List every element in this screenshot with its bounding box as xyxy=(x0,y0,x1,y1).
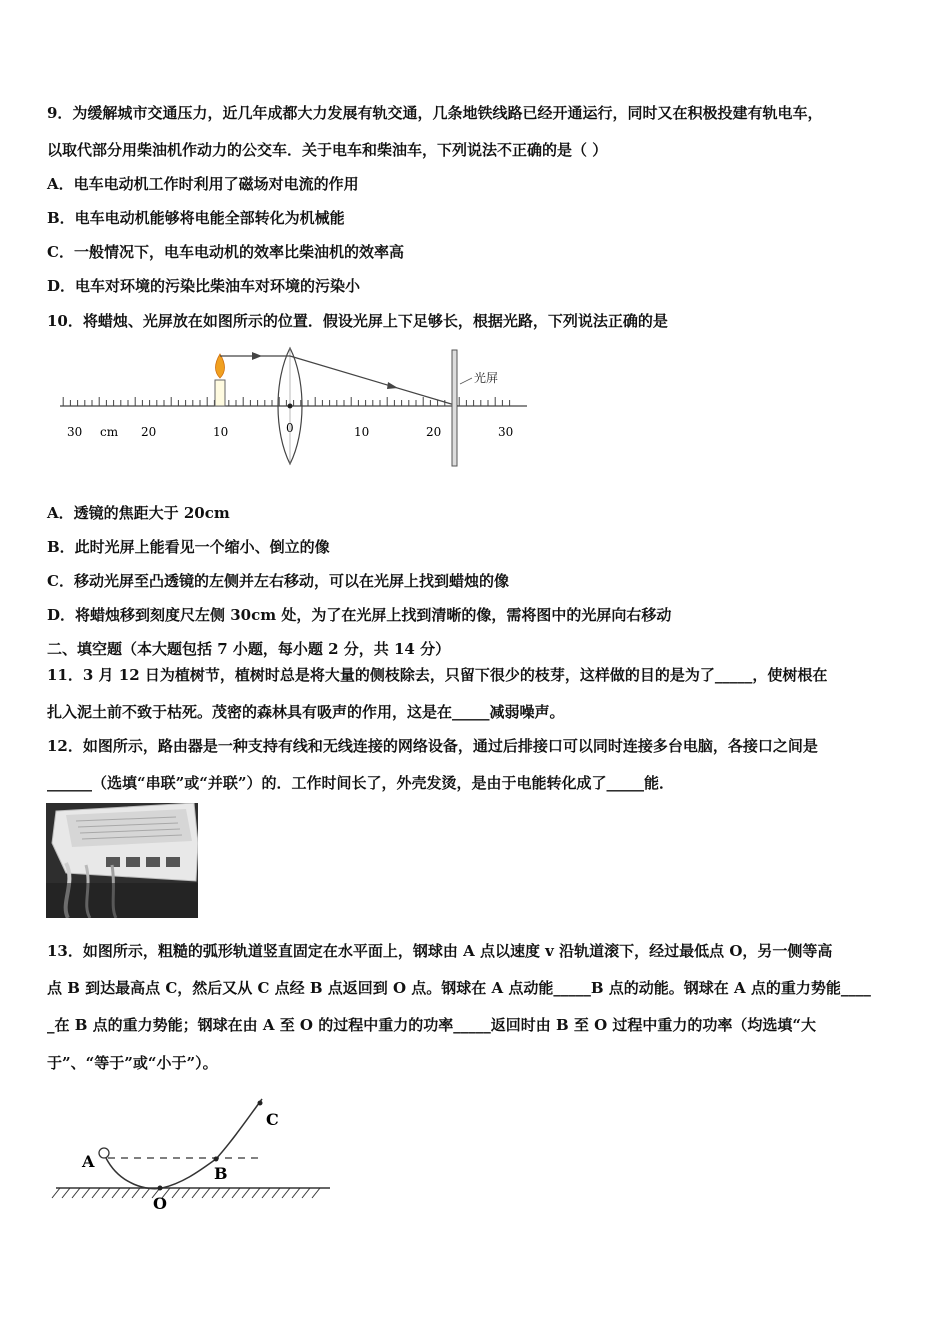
candle xyxy=(215,380,225,406)
section-heading-fill-in: 二、填空题（本大题包括 7 小题，每小题 2 分，共 14 分） xyxy=(47,640,451,658)
hatch-line xyxy=(72,1188,80,1198)
hatch-line xyxy=(272,1188,280,1198)
label-c: C xyxy=(266,1110,279,1129)
hatch-line xyxy=(202,1188,210,1198)
q13-line1: 13．如图所示，粗糙的弧形轨道竖直固定在水平面上，钢球由 A 点以速度 v 沿轨道滚下，经过最低点 O，另一侧等高 xyxy=(47,942,833,960)
point-o xyxy=(158,1186,163,1191)
ray-arrow-1 xyxy=(252,352,262,360)
hatch-line xyxy=(182,1188,190,1198)
tick-label: 0 xyxy=(286,421,294,435)
light-screen xyxy=(452,350,457,466)
q10-optics-figure xyxy=(0,340,560,480)
point-c xyxy=(258,1101,263,1106)
arc-track xyxy=(106,1099,262,1189)
tick-label: 10 xyxy=(213,425,229,439)
hatch-line xyxy=(222,1188,230,1198)
q13-line4: 于”、“等于”或“小于”）。 xyxy=(47,1054,218,1072)
label-o: O xyxy=(153,1194,167,1213)
hatch-line xyxy=(292,1188,300,1198)
q13-line2: 点 B 到达最高点 C，然后又从 C 点经 B 点返回到 O 点。钢球在 A 点动能_____B 点的动能。钢球在 A 点的重力势能____ xyxy=(47,979,871,997)
hatch-line xyxy=(262,1188,270,1198)
q9-option-b: B．电车电动机能够将电能全部转化为机械能 xyxy=(47,209,345,227)
hatch-line xyxy=(212,1188,220,1198)
hatch-line xyxy=(92,1188,100,1198)
tick-label: 20 xyxy=(141,425,157,439)
hatch-line xyxy=(62,1188,70,1198)
hatch-line xyxy=(242,1188,250,1198)
q10-option-b: B．此时光屏上能看见一个缩小、倒立的像 xyxy=(47,538,330,556)
q10-stem: 10．将蜡烛、光屏放在如图所示的位置．假设光屏上下足够长，根据光路，下列说法正确的是 xyxy=(47,312,668,330)
hatch-line xyxy=(192,1188,200,1198)
tick-label: 30 xyxy=(67,425,83,439)
hatch-line xyxy=(132,1188,140,1198)
label-a: A xyxy=(82,1152,95,1171)
hatch-line xyxy=(112,1188,120,1198)
q12-line2: ______（选填“串联”或“并联”）的．工作时间长了，外壳发烫，是由于电能转化成了_____能． xyxy=(47,774,675,792)
q9-stem-line2: 以取代部分用柴油机作动力的公交车．关于电车和柴油车，下列说法不正确的是（ ） xyxy=(47,141,608,159)
q9-option-c: C．一般情况下，电车电动机的效率比柴油机的效率高 xyxy=(47,243,404,261)
hatch-line xyxy=(302,1188,310,1198)
candle-flame xyxy=(216,354,225,378)
q9-option-d: D．电车对环境的污染比柴油车对环境的污染小 xyxy=(47,277,361,295)
screen-label: 光屏 xyxy=(474,371,499,385)
hatch-line xyxy=(102,1188,110,1198)
hatch-line xyxy=(232,1188,240,1198)
tick-label: 10 xyxy=(354,425,370,439)
q11-line2: 扎入泥土前不致于枯死。茂密的森林具有吸声的作用，这是在_____减弱噪声。 xyxy=(47,703,565,721)
unit-label: cm xyxy=(100,425,119,439)
q13-track-figure xyxy=(50,1085,340,1215)
q11-line1: 11．3 月 12 日为植树节，植树时总是将大量的侧枝除去，只留下很少的枝芽，这样做的目的是为了_____，使树根在 xyxy=(47,666,828,684)
q10-option-d: D．将蜡烛移到刻度尺左侧 30cm 处，为了在光屏上找到清晰的像，需将图中的光屏向右移动 xyxy=(47,606,672,624)
hatch-line xyxy=(172,1188,180,1198)
tick-label: 20 xyxy=(426,425,442,439)
q9-option-a: A．电车电动机工作时利用了磁场对电流的作用 xyxy=(47,175,359,193)
tick-label: 30 xyxy=(498,425,514,439)
router-photo xyxy=(46,803,198,918)
point-b xyxy=(214,1157,219,1162)
hatch-line xyxy=(122,1188,130,1198)
q13-line3: _在 B 点的重力势能；钢球在由 A 至 O 的过程中重力的功率_____返回时由 B 至 O 过程中重力的功率（均选填“大 xyxy=(47,1016,816,1034)
hatch-line xyxy=(142,1188,150,1198)
ray-arrow-2 xyxy=(387,382,398,389)
ground-hatching xyxy=(52,1188,320,1198)
steel-ball xyxy=(99,1148,109,1158)
q10-option-c: C．移动光屏至凸透镜的左侧并左右移动，可以在光屏上找到蜡烛的像 xyxy=(47,572,509,590)
hatch-line xyxy=(82,1188,90,1198)
hatch-line xyxy=(252,1188,260,1198)
router-illustration xyxy=(46,803,198,918)
label-b: B xyxy=(214,1164,228,1183)
hatch-line xyxy=(282,1188,290,1198)
hatch-line xyxy=(312,1188,320,1198)
hatch-line xyxy=(52,1188,60,1198)
q10-option-a: A．透镜的焦距大于 20cm xyxy=(47,504,230,522)
q9-stem-line1: 9．为缓解城市交通压力，近几年成都大力发展有轨交通，几条地铁线路已经开通运行，同时又在积极投建有轨电车， xyxy=(47,104,823,122)
q12-line1: 12．如图所示，路由器是一种支持有线和无线连接的网络设备，通过后排接口可以同时连接多台电脑，各接口之间是 xyxy=(47,737,818,755)
lens-center-point xyxy=(288,404,293,409)
